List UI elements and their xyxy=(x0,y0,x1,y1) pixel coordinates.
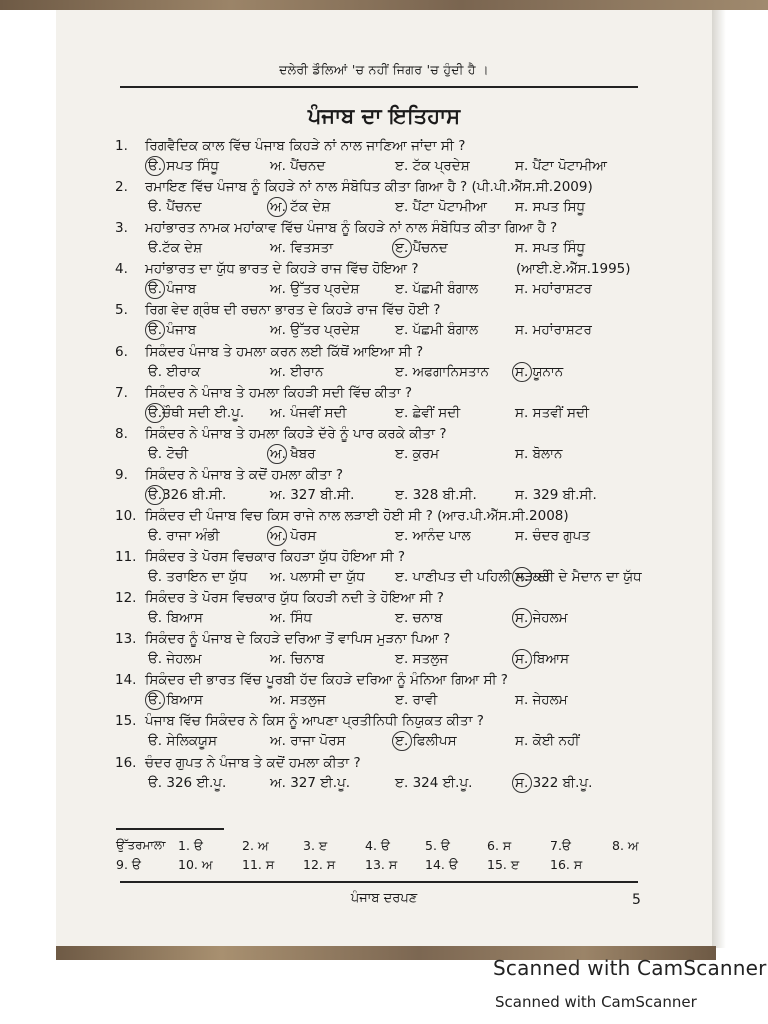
option-0: ੳ. ਰਾਜਾ ਅੰਭੀ xyxy=(148,527,220,544)
question-text: ਸਿਕੰਦਰ ਦੀ ਪੰਜਾਬ ਵਿਚ ਕਿਸ ਰਾਜੇ ਨਾਲ ਲੜਾਈ ਹੋਈ ਸੀ ? (ਆਰ.ਪੀ.ਐੱਸ.ਸੀ.2008) xyxy=(145,507,569,524)
option-3: ਸ. ਸਤਵੀਂ ਸਦੀ xyxy=(515,404,590,421)
question-number: 13. xyxy=(115,631,137,648)
option-3: ਸ. ਜੇਹਲਮ xyxy=(515,692,568,709)
question-text: ਪੰਜਾਬ ਵਿੱਚ ਸਿਕੰਦਰ ਨੇ ਕਿਸ ਨੂੰ ਆਪਣਾ ਪ੍ਰਤੀਨਿਧੀ ਨਿਯੁਕਤ ਕੀਤਾ ? xyxy=(145,713,484,730)
option-2: ੲ. ਪੱਛਮੀ ਬੰਗਾਲ xyxy=(395,281,479,298)
option-0: ੳ. ਟੋਚੀ xyxy=(148,445,189,462)
option-2: ੲ. ਫਿਲੀਪਸ xyxy=(395,733,457,750)
option-0: ੳ. ਪੰਜਾਬ xyxy=(148,281,197,298)
question-text: ਚੰਦਰ ਗੁਪਤ ਨੇ ਪੰਜਾਬ ਤੇ ਕਦੋਂ ਹਮਲਾ ਕੀਤਾ ? xyxy=(145,754,361,771)
footer-rule xyxy=(120,881,638,883)
question-item xyxy=(0,138,768,178)
option-3: ਸ. ਸਪਤ ਸਿਧੂ xyxy=(515,199,586,216)
option-3: ਸ. ਜੇਹਲਮ xyxy=(515,610,568,627)
option-3: ਸ. ਯੂਨਾਨ xyxy=(515,363,564,380)
answer-item: 14. ੳ xyxy=(425,857,458,872)
option-3: ਸ. 322 ਬੀ.ਪੂ. xyxy=(515,774,593,791)
option-2: ੲ. ਚਨਾਬ xyxy=(395,610,443,627)
answer-item: 16. ਸ xyxy=(550,857,583,872)
option-3: ਸ. ਮਹਾਂਰਾਸ਼ਟਰ xyxy=(515,322,592,339)
question-number: 12. xyxy=(115,590,137,607)
answer-key-label: ਉੱਤਰਮਾਲਾ xyxy=(116,838,166,852)
question-item xyxy=(0,755,768,795)
question-item xyxy=(0,302,768,342)
option-1: ਅ. ਪਲਾਸੀ ਦਾ ਯੁੱਧ xyxy=(270,569,365,585)
option-2: ੲ. 324 ਈ.ਪੂ. xyxy=(395,774,473,791)
question-number: 3. xyxy=(115,220,128,237)
question-text: ਮਹਾਂਭਾਰਤ ਦਾ ਯੁੱਧ ਭਾਰਤ ਦੇ ਕਿਹੜੇ ਰਾਜ ਵਿੱਚ ਹੋਇਆ ? xyxy=(145,261,419,278)
scan-top-edge xyxy=(0,0,768,10)
option-3: ਸ. ਸਪਤ ਸਿੰਧੂ xyxy=(515,240,586,257)
option-1: ਅ. ਵਿਤਸਤਾ xyxy=(270,240,334,257)
question-item xyxy=(0,713,768,753)
question-number: 7. xyxy=(115,384,128,401)
header-rule xyxy=(120,86,638,88)
option-2: ੲ. ਪੈਂਟਾ ਪੋਟਾਮੀਆ xyxy=(395,199,487,216)
option-0: ੳ. ਈਰਾਕ xyxy=(148,363,201,380)
question-item xyxy=(0,631,768,671)
answers-rule xyxy=(116,828,224,830)
option-2: ੲ. 328 ਬੀ.ਸੀ. xyxy=(395,486,477,503)
answer-item: 4. ੳ xyxy=(365,838,390,853)
option-1: ਅ. ਟੱਕ ਦੇਸ਼ xyxy=(270,199,331,216)
question-text: ਸਿਕੰਦਰ ਨੂੰ ਪੰਜਾਬ ਦੇ ਕਿਹੜੇ ਦਰਿਆ ਤੋਂ ਵਾਪਿਸ ਮੁੜਨਾ ਪਿਆ ? xyxy=(145,631,451,648)
question-item xyxy=(0,261,768,301)
question-number: 14. xyxy=(115,672,137,689)
question-number: 9. xyxy=(115,466,128,483)
question-item xyxy=(0,385,768,425)
answer-item: 8. ਅ xyxy=(612,838,639,853)
question-item xyxy=(0,220,768,260)
option-0: ੳ. ਤਰਾਇਨ ਦਾ ਯੁੱਧ xyxy=(148,569,248,585)
option-1: ਅ. ਉੱਤਰ ਪ੍ਰਦੇਸ਼ xyxy=(270,322,360,339)
option-1: ਅ. ਪੈਂਚਨਦ xyxy=(270,158,326,174)
answer-item: 9. ੳ xyxy=(116,857,141,872)
question-number: 11. xyxy=(115,549,137,565)
question-text: ਰਿਗਵੈਦਿਕ ਕਾਲ ਵਿੱਚ ਪੰਜਾਬ ਕਿਹੜੇ ਨਾਂ ਨਾਲ ਜਾਣਿਆ ਜਾਂਦਾ ਸੀ ? xyxy=(145,138,466,154)
option-0: ੳ. ਸੇਲਿਕਯੂਸ xyxy=(148,733,217,750)
option-1: ਅ. ਚਿਨਾਬ xyxy=(270,651,325,668)
option-3: ਸ. ਮਹਾਂਰਾਸ਼ਟਰ xyxy=(515,281,592,298)
watermark-large: Scanned with CamScanner xyxy=(493,956,767,980)
footer-title: ਪੰਜਾਬ ਦਰਪਣ xyxy=(350,891,418,906)
option-2: ੲ. ਟੱਕ ਪ੍ਰਦੇਸ਼ xyxy=(395,158,470,174)
answer-item: 1. ੳ xyxy=(178,838,203,853)
option-0: ੳ. ਸਪਤ ਸਿੰਧੂ xyxy=(148,158,219,174)
option-2: ੲ. ਪੈਂਚਨਦ xyxy=(395,240,448,257)
answer-item: 5. ੳ xyxy=(425,838,450,853)
answer-item: 2. ਅ xyxy=(242,838,269,853)
option-2: ੲ. ਕੁਰਮ xyxy=(395,445,440,462)
question-text: ਮਹਾਂਭਾਰਤ ਨਾਮਕ ਮਹਾਂਕਾਵ ਵਿੱਚ ਪੰਜਾਬ ਨੂੰ ਕਿਹੜੇ ਨਾਂ ਨਾਲ ਸੰਬੋਧਿਤ ਕੀਤਾ ਗਿਆ ਹੈ ? xyxy=(145,220,558,237)
option-2: ੲ. ਛੇਵੀਂ ਸਦੀ xyxy=(395,404,461,421)
option-0: ੳ. ਪੈਂਚਨਦ xyxy=(148,199,202,216)
watermark-small: Scanned with CamScanner xyxy=(495,993,697,1011)
option-0: ੳ. ਬਿਆਸ xyxy=(148,610,203,627)
question-number: 4. xyxy=(115,261,128,278)
question-text: ਸਿਕੰਦਰ ਨੇ ਪੰਜਾਬ ਤੇ ਹਮਲਾ ਕਿਹੜੀ ਸਦੀ ਵਿੱਚ ਕੀਤਾ ? xyxy=(145,384,413,401)
answer-item: 6. ਸ xyxy=(487,838,512,853)
option-3: ਸ. ਬੋਲਾਨ xyxy=(515,445,563,462)
option-0: ੳ.326 ਬੀ.ਸੀ. xyxy=(148,486,227,503)
option-1: ਅ. 327 ਬੀ.ਸੀ. xyxy=(270,486,355,503)
option-1: ਅ. ਈਰਾਨ xyxy=(270,363,324,380)
page-title: ਪੰਜਾਬ ਦਾ ਇਤਿਹਾਸ xyxy=(307,104,461,128)
option-0: ੳ. ਪੰਜਾਬ xyxy=(148,322,197,339)
question-item xyxy=(0,508,768,548)
question-text: ਸਿਕੰਦਰ ਨੇ ਪੰਜਾਬ ਤੇ ਹਮਲਾ ਕਿਹੜੇ ਦੱਰੇ ਨੂੰ ਪਾਰ ਕਰਕੇ ਕੀਤਾ ? xyxy=(145,425,447,442)
question-item xyxy=(0,467,768,507)
option-2: ੲ. ਆਨੰਦ ਪਾਲ xyxy=(395,527,471,544)
question-item xyxy=(0,549,768,589)
answer-item: 12. ਸ xyxy=(303,857,336,872)
header-motto: ਦਲੇਰੀ ਡੌਲਿਆਂ 'ਚ ਨਹੀਂ ਜਿਗਰ 'ਚ ਹੁੰਦੀ ਹੈ । xyxy=(279,62,489,77)
option-1: ਅ. ਪੰਜਵੀਂ ਸਦੀ xyxy=(270,404,347,421)
option-1: ਅ. 327 ਈ.ਪੂ. xyxy=(270,774,351,791)
option-2: ੲ. ਰਾਵੀ xyxy=(395,692,438,709)
option-0: ੳ. 326 ਈ.ਪੂ. xyxy=(148,774,227,791)
question-text: ਸਿਕੰਦਰ ਤੇ ਪੋਰਸ ਵਿਚਕਾਰ ਕਿਹੜਾ ਯੁੱਧ ਹੋਇਆ ਸੀ ? xyxy=(145,549,406,565)
option-2: ੲ. ਪਾਣੀਪਤ ਦੀ ਪਹਿਲੀ ਲੜਾਈ xyxy=(395,569,551,585)
question-text: ਰਮਾਇਣ ਵਿੱਚ ਪੰਜਾਬ ਨੂੰ ਕਿਹੜੇ ਨਾਂ ਨਾਲ ਸੰਬੋਧਿਤ ਕੀਤਾ ਗਿਆ ਹੈ ? (ਪੀ.ਪੀ.ਐੱਸ.ਸੀ.2009) xyxy=(145,179,593,196)
question-text: ਸਿਕੰਦਰ ਪੰਜਾਬ ਤੇ ਹਮਲਾ ਕਰਨ ਲਈ ਕਿੱਥੋਂ ਆਇਆ ਸੀ ? xyxy=(145,343,424,360)
answer-item: 3. ੲ xyxy=(303,838,328,853)
option-3: ਸ. ਬਿਆਸ xyxy=(515,651,570,668)
option-1: ਅ. ਖੈਬਰ xyxy=(270,445,316,462)
question-number: 15. xyxy=(115,713,137,730)
question-number: 1. xyxy=(115,138,128,154)
answer-item: 10. ਅ xyxy=(178,857,213,872)
option-1: ਅ. ਸਤਲੁਜ xyxy=(270,692,326,709)
option-2: ੲ. ਪੱਛਮੀ ਬੰਗਾਲ xyxy=(395,322,479,339)
option-1: ਅ. ਪੋਰਸ xyxy=(270,527,317,544)
question-number: 6. xyxy=(115,343,128,360)
question-item xyxy=(0,672,768,712)
option-0: ੳ.ਚੌਥੀ ਸਦੀ ਈ.ਪੂ. xyxy=(148,404,245,421)
answer-item: 7.ੳ xyxy=(550,838,572,853)
question-item xyxy=(0,590,768,630)
option-3: ਸ. ਪੈਂਟਾ ਪੋਟਾਮੀਆ xyxy=(515,158,607,174)
question-text: ਸਿਕੰਦਰ ਦੀ ਭਾਰਤ ਵਿੱਚ ਪੂਰਬੀ ਹੱਦ ਕਿਹੜੇ ਦਰਿਆ ਨੂੰ ਮੰਨਿਆ ਗਿਆ ਸੀ ? xyxy=(145,672,508,689)
question-number: 16. xyxy=(115,754,137,771)
option-1: ਅ. ਸਿੰਧ xyxy=(270,610,313,627)
question-number: 2. xyxy=(115,179,128,196)
answer-item: 15. ੲ xyxy=(487,857,520,872)
option-3: ਸ. ਕਰੀ ਦੇ ਮੈਦਾਨ ਦਾ ਯੁੱਧ xyxy=(515,569,642,585)
question-item xyxy=(0,426,768,466)
option-2: ੲ. ਅਫਗਾਨਿਸਤਾਨ xyxy=(395,363,489,380)
option-3: ਸ. 329 ਬੀ.ਸੀ. xyxy=(515,486,597,503)
option-2: ੲ. ਸਤਲੁਜ xyxy=(395,651,449,668)
question-number: 8. xyxy=(115,425,128,442)
question-item xyxy=(0,179,768,219)
question-number: 5. xyxy=(115,302,128,319)
page-number: 5 xyxy=(632,892,641,908)
question-text: ਰਿਗ ਵੇਦ ਗ੍ਰੰਥ ਦੀ ਰਚਨਾ ਭਾਰਤ ਦੇ ਕਿਹੜੇ ਰਾਜ ਵਿੱਚ ਹੋਈ ? xyxy=(145,302,441,319)
question-number: 10. xyxy=(115,507,137,524)
option-0: ੳ. ਜੇਹਲਮ xyxy=(148,651,202,668)
question-item xyxy=(0,344,768,384)
option-1: ਅ. ਰਾਜਾ ਪੋਰਸ xyxy=(270,733,346,750)
option-0: ੳ.ਟੱਕ ਦੇਸ਼ xyxy=(148,240,203,257)
option-3: ਸ. ਕੋਈ ਨਹੀਂ xyxy=(515,733,580,750)
option-3: ਸ. ਚੰਦਰ ਗੁਪਤ xyxy=(515,527,591,544)
question-text: ਸਿਕੰਦਰ ਤੇ ਪੋਰਸ ਵਿਚਕਾਰ ਯੁੱਧ ਕਿਹੜੀ ਨਦੀ ਤੇ ਹੋਇਆ ਸੀ ? xyxy=(145,590,444,607)
option-0: ੳ. ਬਿਆਸ xyxy=(148,692,203,709)
question-source: (ਆਈ.ਏ.ਐੱਸ.1995) xyxy=(516,261,631,278)
answer-item: 13. ਸ xyxy=(365,857,398,872)
answer-item: 11. ਸ xyxy=(242,857,275,872)
question-text: ਸਿਕੰਦਰ ਨੇ ਪੰਜਾਬ ਤੇ ਕਦੋਂ ਹਮਲਾ ਕੀਤਾ ? xyxy=(145,466,344,483)
option-1: ਅ. ਉੱਤਰ ਪ੍ਰਦੇਸ਼ xyxy=(270,281,360,298)
